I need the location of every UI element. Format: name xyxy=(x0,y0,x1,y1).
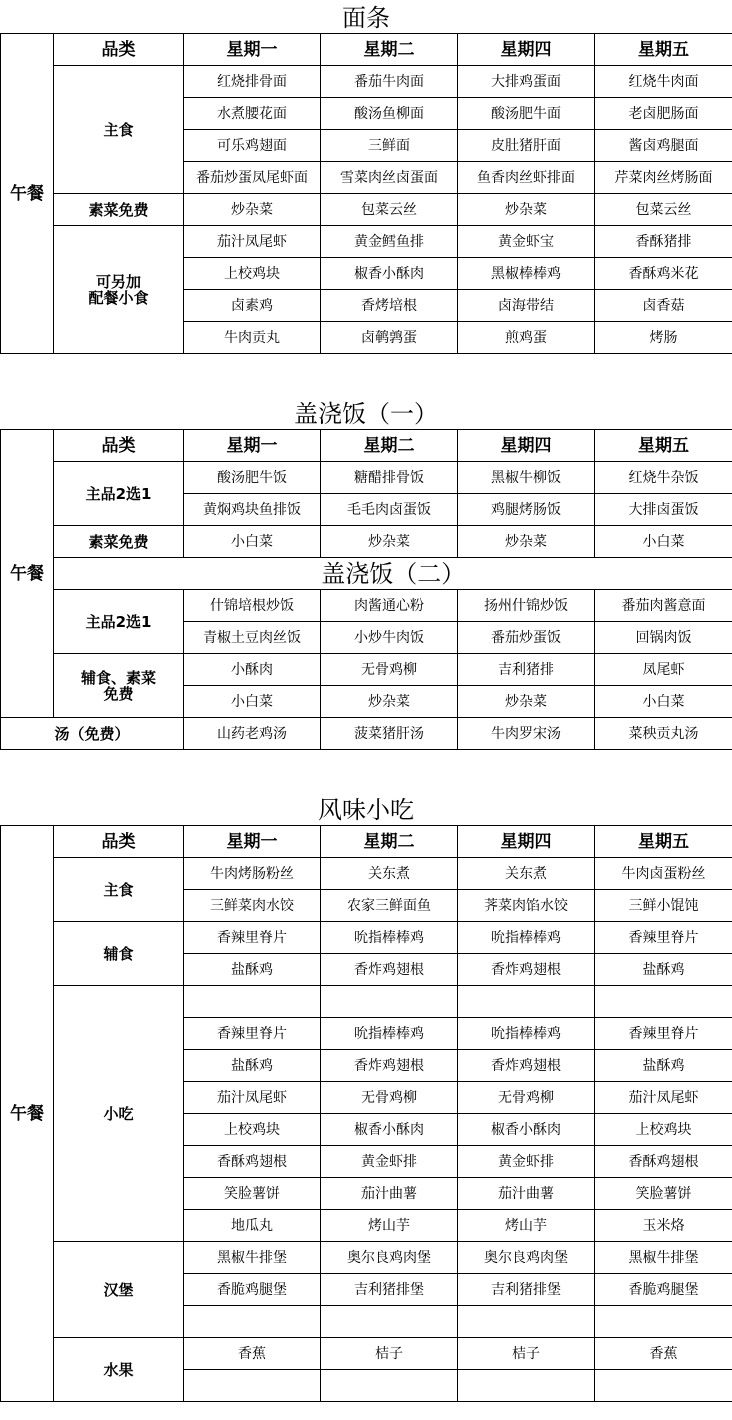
menu-cell: 包菜云丝 xyxy=(321,194,458,226)
menu-cell: 肉酱通心粉 xyxy=(321,590,458,622)
category-label: 主品2选1 xyxy=(54,590,184,654)
menu-cell xyxy=(321,986,458,1018)
menu-cell: 盐酥鸡 xyxy=(595,954,732,986)
menu-cell: 雪菜肉丝卤蛋面 xyxy=(321,162,458,194)
menu-cell: 盐酥鸡 xyxy=(184,1050,321,1082)
menu-cell xyxy=(321,1306,458,1338)
subtitle-row xyxy=(1,558,732,590)
header-category: 品类 xyxy=(54,826,184,858)
menu-cell: 香蕉 xyxy=(184,1338,321,1370)
menu-cell: 水煮腰花面 xyxy=(184,98,321,130)
table-row xyxy=(1,526,732,558)
table-row xyxy=(1,1338,732,1370)
header-row xyxy=(1,826,732,858)
menu-cell: 卤香菇 xyxy=(595,290,732,322)
rice-table xyxy=(0,429,732,750)
menu-cell: 椒香小酥肉 xyxy=(321,258,458,290)
noodles-title: 面条 xyxy=(342,4,390,32)
menu-cell xyxy=(184,986,321,1018)
header-day: 星期二 xyxy=(321,826,458,858)
menu-cell: 什锦培根炒饭 xyxy=(184,590,321,622)
menu-cell: 黄焖鸡块鱼排饭 xyxy=(184,494,321,526)
menu-cell: 青椒土豆肉丝饭 xyxy=(184,622,321,654)
rice2-title: 盖浇饭（二） xyxy=(54,558,732,590)
menu-cell: 大排卤蛋饭 xyxy=(595,494,732,526)
menu-cell: 香酥猪排 xyxy=(595,226,732,258)
menu-cell: 椒香小酥肉 xyxy=(321,1114,458,1146)
table-row xyxy=(1,1242,732,1274)
menu-cell: 牛肉贡丸 xyxy=(184,322,321,354)
snacks-title: 风味小吃 xyxy=(318,796,414,824)
menu-cell: 椒香小酥肉 xyxy=(458,1114,595,1146)
header-day: 星期五 xyxy=(595,826,732,858)
menu-cell xyxy=(595,986,732,1018)
header-row xyxy=(1,430,732,462)
menu-cell: 黄金虾排 xyxy=(458,1146,595,1178)
menu-cell: 上校鸡块 xyxy=(184,1114,321,1146)
menu-cell: 菜秧贡丸汤 xyxy=(595,718,732,750)
menu-cell: 小酥肉 xyxy=(184,654,321,686)
menu-cell: 香辣里脊片 xyxy=(184,922,321,954)
menu-cell: 红烧牛杂饭 xyxy=(595,462,732,494)
menu-cell xyxy=(184,1370,321,1402)
menu-cell: 香烤培根 xyxy=(321,290,458,322)
menu-cell: 香辣里脊片 xyxy=(595,1018,732,1050)
menu-cell: 吮指棒棒鸡 xyxy=(321,922,458,954)
menu-cell: 吮指棒棒鸡 xyxy=(321,1018,458,1050)
menu-cell: 可乐鸡翅面 xyxy=(184,130,321,162)
menu-cell: 关东煮 xyxy=(321,858,458,890)
menu-cell: 牛肉罗宋汤 xyxy=(458,718,595,750)
menu-cell: 三鲜小馄饨 xyxy=(595,890,732,922)
table-row xyxy=(1,986,732,1018)
header-day: 星期二 xyxy=(321,430,458,462)
menu-cell: 笑脸薯饼 xyxy=(595,1178,732,1210)
header-day: 星期一 xyxy=(184,430,321,462)
menu-cell: 农家三鲜面鱼 xyxy=(321,890,458,922)
menu-cell: 糖醋排骨饭 xyxy=(321,462,458,494)
menu-cell: 黄金虾宝 xyxy=(458,226,595,258)
menu-cell: 荠菜肉馅水饺 xyxy=(458,890,595,922)
menu-cell: 上校鸡块 xyxy=(595,1114,732,1146)
menu-cell: 番茄炒蛋饭 xyxy=(458,622,595,654)
menu-cell: 无骨鸡柳 xyxy=(321,654,458,686)
noodles-table xyxy=(0,33,732,354)
menu-cell: 炒杂菜 xyxy=(321,526,458,558)
menu-cell: 香酥鸡米花 xyxy=(595,258,732,290)
menu-cell: 黄金虾排 xyxy=(321,1146,458,1178)
table-row xyxy=(1,66,732,98)
menu-cell: 黑椒棒棒鸡 xyxy=(458,258,595,290)
menu-cell: 茄汁凤尾虾 xyxy=(595,1082,732,1114)
menu-cell: 吉利猪排堡 xyxy=(321,1274,458,1306)
category-label: 水果 xyxy=(54,1338,184,1402)
table-row xyxy=(1,462,732,494)
menu-cell: 吉利猪排 xyxy=(458,654,595,686)
menu-cell: 牛肉卤蛋粉丝 xyxy=(595,858,732,890)
menu-cell: 茄汁曲薯 xyxy=(458,1178,595,1210)
category-label: 辅食、素菜 免费 xyxy=(54,654,184,718)
menu-cell xyxy=(458,986,595,1018)
category-label: 主食 xyxy=(54,858,184,922)
menu-cell: 老卤肥肠面 xyxy=(595,98,732,130)
category-label: 主品2选1 xyxy=(54,462,184,526)
menu-cell: 回锅肉饭 xyxy=(595,622,732,654)
menu-cell: 香酥鸡翅根 xyxy=(595,1146,732,1178)
menu-cell: 酸汤肥牛面 xyxy=(458,98,595,130)
menu-cell: 包菜云丝 xyxy=(595,194,732,226)
menu-cell xyxy=(458,1370,595,1402)
menu-cell: 芹菜肉丝烤肠面 xyxy=(595,162,732,194)
header-row xyxy=(1,34,732,66)
menu-cell: 番茄牛肉面 xyxy=(321,66,458,98)
menu-cell: 黄金鳕鱼排 xyxy=(321,226,458,258)
menu-cell: 上校鸡块 xyxy=(184,258,321,290)
menu-cell: 牛肉烤肠粉丝 xyxy=(184,858,321,890)
menu-cell: 笑脸薯饼 xyxy=(184,1178,321,1210)
header-day: 星期四 xyxy=(458,430,595,462)
meal-label: 午餐 xyxy=(1,430,54,718)
menu-cell: 煎鸡蛋 xyxy=(458,322,595,354)
menu-cell: 香辣里脊片 xyxy=(595,922,732,954)
menu-cell xyxy=(458,1306,595,1338)
table-row xyxy=(1,226,732,258)
table-row xyxy=(1,858,732,890)
menu-cell: 香酥鸡翅根 xyxy=(184,1146,321,1178)
menu-cell: 三鲜菜肉水饺 xyxy=(184,890,321,922)
menu-cell: 奥尔良鸡肉堡 xyxy=(458,1242,595,1274)
menu-cell: 小白菜 xyxy=(595,686,732,718)
soup-label: 汤（免费） xyxy=(1,718,184,750)
category-label: 主食 xyxy=(54,66,184,194)
menu-cell: 酸汤鱼柳面 xyxy=(321,98,458,130)
menu-cell: 玉米烙 xyxy=(595,1210,732,1242)
menu-cell: 桔子 xyxy=(458,1338,595,1370)
header-day: 星期五 xyxy=(595,34,732,66)
menu-cell: 香炸鸡翅根 xyxy=(321,1050,458,1082)
menu-cell: 烤山芋 xyxy=(321,1210,458,1242)
header-day: 星期二 xyxy=(321,34,458,66)
header-day: 星期四 xyxy=(458,34,595,66)
header-category: 品类 xyxy=(54,430,184,462)
rice1-title: 盖浇饭（一） xyxy=(294,400,438,428)
table-row xyxy=(1,654,732,686)
menu-cell: 菠菜猪肝汤 xyxy=(321,718,458,750)
menu-cell: 番茄炒蛋凤尾虾面 xyxy=(184,162,321,194)
menu-cell: 毛毛肉卤蛋饭 xyxy=(321,494,458,526)
category-label: 辅食 xyxy=(54,922,184,986)
menu-cell: 盐酥鸡 xyxy=(595,1050,732,1082)
menu-cell xyxy=(595,1370,732,1402)
menu-cell: 大排鸡蛋面 xyxy=(458,66,595,98)
menu-cell: 炒杂菜 xyxy=(458,194,595,226)
menu-cell: 酸汤肥牛饭 xyxy=(184,462,321,494)
menu-cell: 炒杂菜 xyxy=(184,194,321,226)
menu-cell: 烤山芋 xyxy=(458,1210,595,1242)
category-label: 小吃 xyxy=(54,986,184,1242)
menu-cell xyxy=(595,1306,732,1338)
menu-cell: 三鲜面 xyxy=(321,130,458,162)
meal-label: 午餐 xyxy=(1,826,54,1402)
table-row xyxy=(1,194,732,226)
menu-cell: 吮指棒棒鸡 xyxy=(458,922,595,954)
category-label: 素菜免费 xyxy=(54,526,184,558)
menu-cell: 香脆鸡腿堡 xyxy=(595,1274,732,1306)
soup-row xyxy=(1,718,732,750)
category-label: 汉堡 xyxy=(54,1242,184,1338)
menu-cell: 炒杂菜 xyxy=(458,686,595,718)
menu-cell: 吮指棒棒鸡 xyxy=(458,1018,595,1050)
menu-cell: 黑椒牛排堡 xyxy=(184,1242,321,1274)
menu-cell: 无骨鸡柳 xyxy=(458,1082,595,1114)
header-day: 星期五 xyxy=(595,430,732,462)
menu-cell: 炒杂菜 xyxy=(458,526,595,558)
menu-cell: 番茄肉酱意面 xyxy=(595,590,732,622)
menu-cell: 香炸鸡翅根 xyxy=(458,954,595,986)
menu-cell: 小白菜 xyxy=(184,686,321,718)
menu-cell: 香炸鸡翅根 xyxy=(458,1050,595,1082)
menu-cell: 奥尔良鸡肉堡 xyxy=(321,1242,458,1274)
menu-cell: 地瓜丸 xyxy=(184,1210,321,1242)
menu-cell: 鱼香肉丝虾排面 xyxy=(458,162,595,194)
menu-cell: 关东煮 xyxy=(458,858,595,890)
menu-cell: 无骨鸡柳 xyxy=(321,1082,458,1114)
table-row xyxy=(1,922,732,954)
menu-cell: 茄汁凤尾虾 xyxy=(184,1082,321,1114)
menu-cell: 茄汁曲薯 xyxy=(321,1178,458,1210)
menu-cell xyxy=(321,1370,458,1402)
header-day: 星期一 xyxy=(184,34,321,66)
menu-cell: 鸡腿烤肠饭 xyxy=(458,494,595,526)
menu-cell: 盐酥鸡 xyxy=(184,954,321,986)
menu-cell: 茄汁凤尾虾 xyxy=(184,226,321,258)
menu-cell: 山药老鸡汤 xyxy=(184,718,321,750)
menu-cell: 香蕉 xyxy=(595,1338,732,1370)
menu-cell: 凤尾虾 xyxy=(595,654,732,686)
menu-cell: 小白菜 xyxy=(184,526,321,558)
menu-cell xyxy=(184,1306,321,1338)
menu-cell: 香炸鸡翅根 xyxy=(321,954,458,986)
menu-cell: 烤肠 xyxy=(595,322,732,354)
category-label: 可另加 配餐小食 xyxy=(54,226,184,354)
menu-cell: 卤鹌鹑蛋 xyxy=(321,322,458,354)
menu-cell: 卤海带结 xyxy=(458,290,595,322)
menu-cell: 酱卤鸡腿面 xyxy=(595,130,732,162)
table-row xyxy=(1,590,732,622)
header-category: 品类 xyxy=(54,34,184,66)
header-day: 星期四 xyxy=(458,826,595,858)
menu-cell: 红烧排骨面 xyxy=(184,66,321,98)
menu-cell: 扬州什锦炒饭 xyxy=(458,590,595,622)
header-day: 星期一 xyxy=(184,826,321,858)
menu-cell: 小炒牛肉饭 xyxy=(321,622,458,654)
menu-cell: 皮肚猪肝面 xyxy=(458,130,595,162)
menu-cell: 卤素鸡 xyxy=(184,290,321,322)
menu-cell: 小白菜 xyxy=(595,526,732,558)
snacks-table xyxy=(0,825,732,1402)
menu-cell: 香辣里脊片 xyxy=(184,1018,321,1050)
menu-cell: 红烧牛肉面 xyxy=(595,66,732,98)
menu-cell: 桔子 xyxy=(321,1338,458,1370)
category-label: 素菜免费 xyxy=(54,194,184,226)
menu-cell: 炒杂菜 xyxy=(321,686,458,718)
menu-cell: 黑椒牛排堡 xyxy=(595,1242,732,1274)
menu-cell: 香脆鸡腿堡 xyxy=(184,1274,321,1306)
menu-cell: 吉利猪排堡 xyxy=(458,1274,595,1306)
meal-label: 午餐 xyxy=(1,34,54,354)
menu-cell: 黑椒牛柳饭 xyxy=(458,462,595,494)
